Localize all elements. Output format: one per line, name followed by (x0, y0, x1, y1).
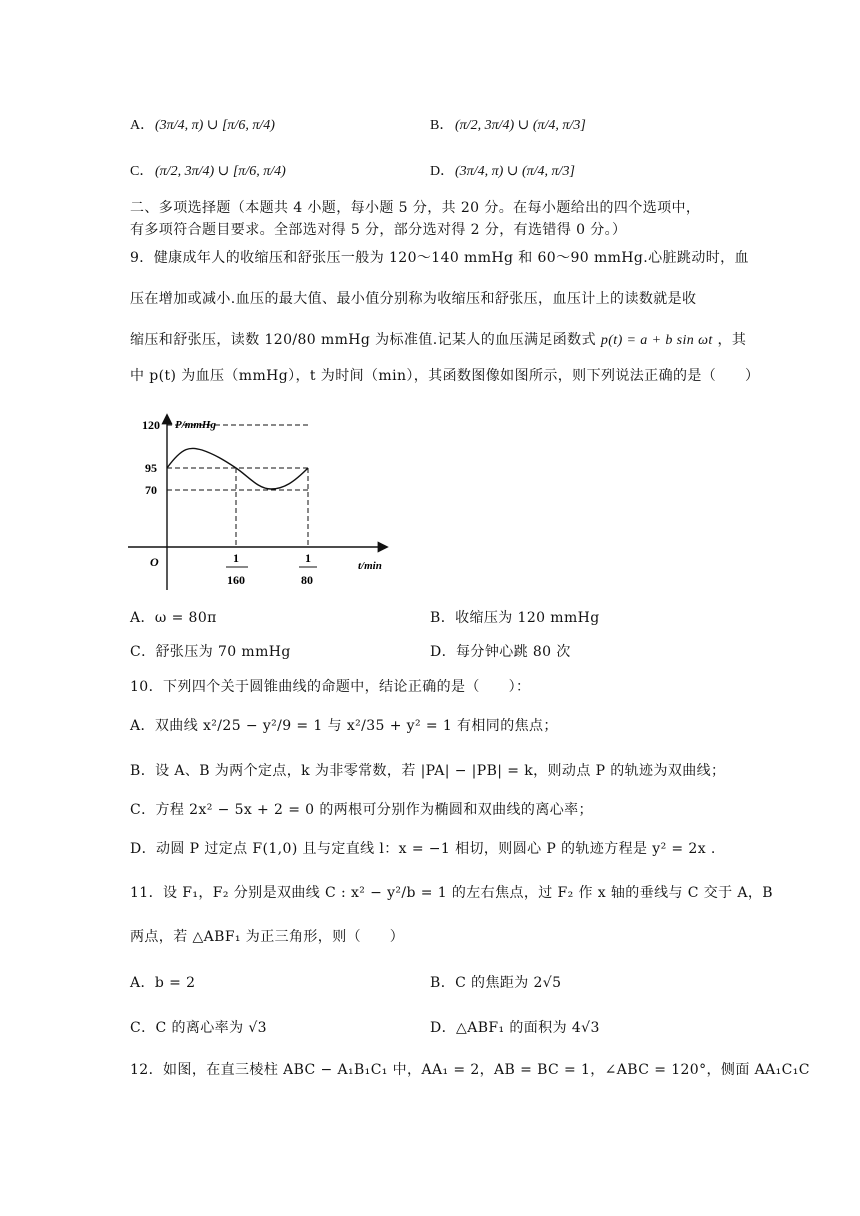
q10-option-b: B．设 A、B 为两个定点，k 为非零常数，若 |PA| − |PB| = k，则动点 P 的轨迹为双曲线； (130, 763, 726, 779)
q9-stem-line3-text: 缩压和舒张压，读数 120/80 mmHg 为标准值.记某人的血压满足函数式 (130, 332, 596, 348)
q8-option-b-math: (π/2, 3π/4) ∪ (π/4, π/3] (455, 118, 586, 133)
q10-stem: 10．下列四个关于圆锥曲线的命题中，结论正确的是（ ）： (130, 679, 531, 695)
x-tick-1-num: 1 (233, 551, 239, 565)
q10-option-c: C．方程 2x² − 5x + 2 = 0 的两根可分别作为椭圆和双曲线的离心率； (130, 802, 593, 818)
y-axis-label: P/mmHg (175, 419, 216, 431)
q11-option-b: B．C 的焦距为 2√5 (430, 975, 562, 991)
y-tick-120: 120 (142, 418, 160, 432)
q11-option-c: C．C 的离心率为 √3 (130, 1020, 267, 1036)
q9-option-b: B．收缩压为 120 mmHg (430, 610, 600, 626)
x-tick-1-den: 160 (227, 573, 245, 587)
q9-stem-line3 (130, 330, 746, 351)
q9-stem-line4: 中 p(t) 为血压（mmHg），t 为时间（min），其函数图像如图所示，则下列说法正确的是（ ） (130, 368, 760, 384)
q10-option-d: D．动圆 P 过定点 F(1,0) 且与定直线 l：x = −1 相切，则圆心 P 的轨迹方程是 y² = 2x . (130, 841, 716, 857)
q8-option-a-math: (3π/4, π) ∪ [π/6, π/4) (155, 118, 275, 133)
q8-option-c: C． (130, 164, 154, 179)
q9-stem-line3-tail: ，其 (717, 332, 747, 348)
q9-stem-line1: 9．健康成年人的收缩压和舒张压一般为 120～140 mmHg 和 60～90 mmHg.心脏跳动时，血 (130, 250, 749, 266)
x-axis-label: t/min (358, 560, 382, 572)
origin-label: O (150, 555, 159, 569)
q8-option-a: A． (130, 118, 155, 133)
q9-option-a: A．ω = 80π (130, 610, 217, 626)
section-heading: 二、多项选择题（本题共 4 小题，每小题 5 分，共 20 分。在每小题给出的四个选项中， (130, 200, 701, 216)
blood-pressure-graph (128, 410, 398, 592)
q9-option-d: D．每分钟心跳 80 次 (430, 644, 571, 660)
q9-option-c: C．舒张压为 70 mmHg (130, 644, 291, 660)
q9-formula: p(t) = a + b sin ωt (600, 333, 713, 348)
q8-option-b: B． (430, 118, 454, 133)
section-heading-line2: 有多项符合题目要求。全部选对得 5 分，部分选对得 2 分，有选错得 0 分。） (130, 222, 627, 238)
y-tick-95: 95 (145, 461, 157, 475)
x-tick-2-den: 80 (301, 573, 313, 587)
y-tick-70: 70 (145, 483, 157, 497)
x-tick-2-num: 1 (305, 551, 311, 565)
q11-option-a: A．b = 2 (130, 975, 196, 991)
q11-stem-line2: 两点，若 △ABF₁ 为正三角形，则（ ） (130, 929, 405, 945)
q8-option-d-math: (3π/4, π) ∪ (π/4, π/3] (455, 164, 575, 179)
q11-stem-line1: 11．设 F₁，F₂ 分别是双曲线 C : x² − y²/b = 1 的左右焦点，过 F₂ 作 x 轴的垂线与 C 交于 A，B (130, 885, 773, 901)
q12-stem-line1: 12．如图，在直三棱柱 ABC − A₁B₁C₁ 中，AA₁ = 2，AB = BC = 1，∠ABC = 120°，侧面 AA₁C₁C (130, 1062, 810, 1078)
q8-option-c-math: (π/2, 3π/4) ∪ [π/6, π/4) (155, 164, 286, 179)
q8-option-d: D． (430, 164, 455, 179)
q9-stem-line2: 压在增加或减小.血压的最大值、最小值分别称为收缩压和舒张压，血压计上的读数就是收 (130, 291, 697, 307)
q11-option-d: D．△ABF₁ 的面积为 4√3 (430, 1020, 600, 1036)
pressure-curve (167, 448, 308, 489)
q10-option-a: A．双曲线 x²/25 − y²/9 = 1 与 x²/35 + y² = 1 有相同的焦点； (130, 718, 558, 734)
